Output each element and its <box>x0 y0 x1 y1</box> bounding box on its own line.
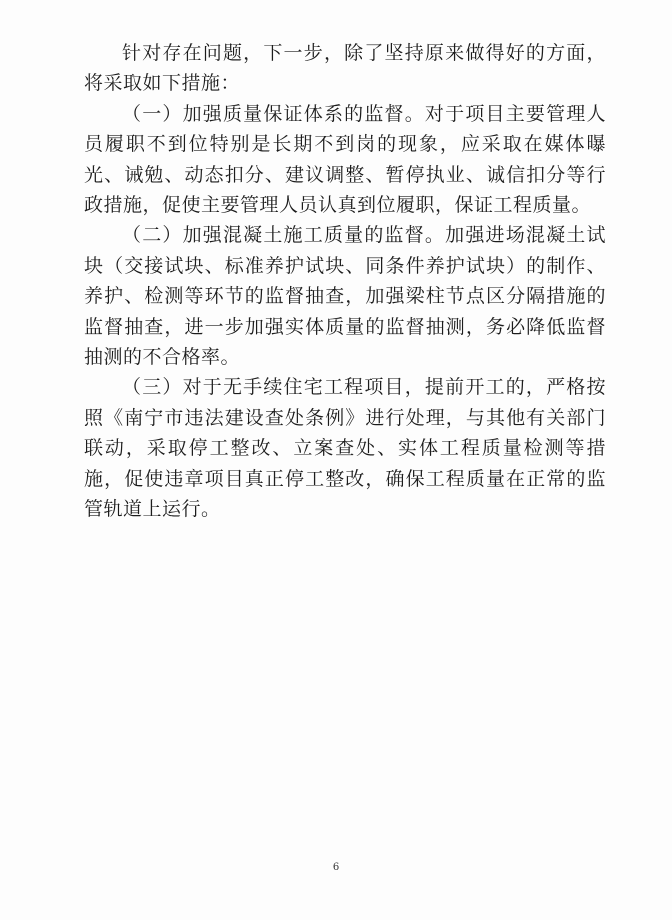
intro-paragraph: 针对存在问题，下一步，除了坚持原来做得好的方面，将采取如下措施： <box>84 42 606 95</box>
page-number: 6 <box>332 862 340 873</box>
measure-paragraph-1: （一）加强质量保证体系的监督。对于项目主要管理人员履职不到位特别是长期不到岗的现象，应采取在媒体曝光、诫勉、动态扣分、建议调整、暂停执业、诚信扣分等行政措施，促使主要管理人员认真到位履职，保证工程质量。 <box>84 102 606 217</box>
document-body <box>84 38 606 525</box>
measure-paragraph-3: （三）对于无手续住宅工程项目，提前开工的，严格按照《南宁市违法建设查处条例》进行处理，与其他有关部门联动，采取停工整改、立案查处、实体工程质量检测等措施，促使违章项目真正停工整改，确保工程质量在正常的监管轨道上运行。 <box>84 376 606 521</box>
measure-paragraph-2: （二）加强混凝土施工质量的监督。加强进场混凝土试块（交接试块、标准养护试块、同条件养护试块）的制作、养护、检测等环节的监督抽查，加强梁柱节点区分隔措施的监督抽查，进一步加强实体质量的监督抽测，务必降低监督抽测的不合格率。 <box>84 224 606 369</box>
